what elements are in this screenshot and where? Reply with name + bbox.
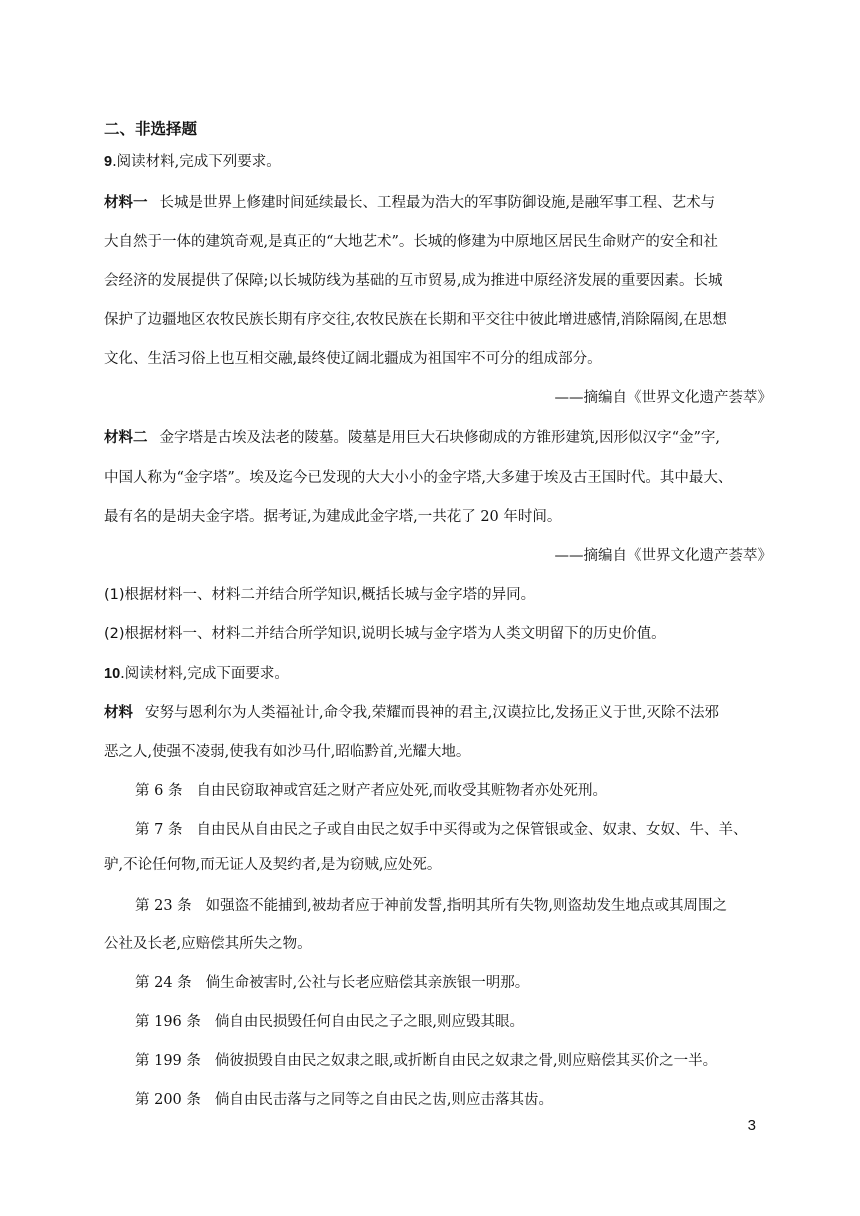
article-7 bbox=[135, 821, 747, 839]
article-number: 第 24 条 bbox=[135, 975, 192, 991]
question-number: 10 bbox=[104, 666, 121, 682]
material-label: 材料 bbox=[104, 705, 133, 721]
material-label: 材料二 bbox=[104, 430, 148, 446]
material-2-line-1 bbox=[104, 429, 720, 447]
material-1-line-5: 文化、生活习俗上也互相交融,最终使辽阔北疆成为祖国牢不可分的组成部分。 bbox=[104, 351, 602, 367]
material-1-line-4: 保护了边疆地区农牧民族长期有序交往,农牧民族在长期和平交往中彼此增进感情,消除隔阂,在思想 bbox=[104, 312, 727, 328]
question-number: 9 bbox=[104, 154, 113, 170]
question-text: .阅读材料,完成下列要求。 bbox=[112, 154, 281, 170]
material-line-1 bbox=[104, 704, 719, 722]
article-text: 倘彼损毁自由民之奴隶之眼,或折断自由民之奴隶之骨,则应赔偿其买价之一半。 bbox=[214, 1053, 718, 1069]
article-23-cont: 公社及长老,应赔偿其所失之物。 bbox=[104, 936, 312, 952]
article-number: 第 199 条 bbox=[135, 1053, 201, 1069]
question-text: .阅读材料,完成下面要求。 bbox=[120, 666, 289, 682]
article-199 bbox=[135, 1052, 717, 1070]
question-9-prompt bbox=[104, 153, 281, 171]
article-6 bbox=[135, 782, 607, 800]
sub-question-2: (2)根据材料一、材料二并结合所学知识,说明长城与金字塔为人类文明留下的历史价值。 bbox=[104, 626, 666, 642]
article-text: 如强盗不能捕到,被劫者应于神前发誓,指明其所有失物,则盗劫发生地点或其周围之 bbox=[205, 898, 727, 914]
material-2-line-3: 最有名的是胡夫金字塔。据考证,为建成此金字塔,一共花了 20 年时间。 bbox=[104, 509, 562, 525]
article-text: 自由民从自由民之子或自由民之奴手中买得或为之保管银或金、奴隶、女奴、牛、羊、 bbox=[196, 822, 748, 838]
material-text: 安努与恩利尔为人类福祉计,命令我,荣耀而畏神的君主,汉谟拉比,发扬正义于世,灭除不法邪 bbox=[145, 705, 720, 721]
material-1-line-3: 会经济的发展提供了保障;以长城防线为基础的互市贸易,成为推进中原经济发展的重要因素。长城 bbox=[104, 273, 723, 289]
material-2-source: ——摘编自《世界文化遗产荟萃》 bbox=[554, 548, 772, 564]
section-title: 二、非选择题 bbox=[104, 120, 198, 138]
article-24 bbox=[135, 974, 529, 992]
material-2-line-2: 中国人称为“金字塔”。埃及迄今已发现的大大小小的金字塔,大多建于埃及古王国时代。其中最大、 bbox=[104, 470, 733, 486]
article-196 bbox=[135, 1013, 524, 1031]
page-number: 3 bbox=[747, 1117, 756, 1134]
material-1-source: ——摘编自《世界文化遗产荟萃》 bbox=[554, 390, 772, 406]
material-text: 金字塔是古埃及法老的陵墓。陵墓是用巨大石块修砌成的方锥形建筑,因形似汉字“金”字, bbox=[159, 430, 721, 446]
article-number: 第 7 条 bbox=[135, 822, 183, 838]
article-number: 第 200 条 bbox=[135, 1092, 201, 1108]
article-200 bbox=[135, 1091, 553, 1109]
article-text: 自由民窃取神或宫廷之财产者应处死,而收受其赃物者亦处死刑。 bbox=[196, 783, 608, 799]
material-line-2: 恶之人,使强不凌弱,使我有如沙马什,昭临黔首,光耀大地。 bbox=[104, 744, 471, 760]
material-label: 材料一 bbox=[104, 195, 148, 211]
article-number: 第 196 条 bbox=[135, 1014, 201, 1030]
question-10-prompt bbox=[104, 665, 289, 683]
material-1-line-2: 大自然于一体的建筑奇观,是真正的“大地艺术”。长城的修建为中原地区居民生命财产的安全和社 bbox=[104, 234, 718, 250]
article-7-cont: 驴,不论任何物,而无证人及契约者,是为窃贼,应处死。 bbox=[104, 857, 442, 873]
article-number: 第 6 条 bbox=[135, 783, 183, 799]
sub-question-1: (1)根据材料一、材料二并结合所学知识,概括长城与金字塔的异同。 bbox=[104, 587, 536, 603]
article-text: 倘自由民损毁任何自由民之子之眼,则应毁其眼。 bbox=[214, 1014, 525, 1030]
article-number: 第 23 条 bbox=[135, 898, 192, 914]
article-text: 倘自由民击落与之同等之自由民之齿,则应击落其齿。 bbox=[214, 1092, 554, 1108]
material-1-line-1 bbox=[104, 194, 715, 212]
article-23 bbox=[135, 897, 727, 915]
material-text: 长城是世界上修建时间延续最长、工程最为浩大的军事防御设施,是融军事工程、艺术与 bbox=[159, 195, 716, 211]
article-text: 倘生命被害时,公社与长老应赔偿其亲族银一明那。 bbox=[205, 975, 530, 991]
